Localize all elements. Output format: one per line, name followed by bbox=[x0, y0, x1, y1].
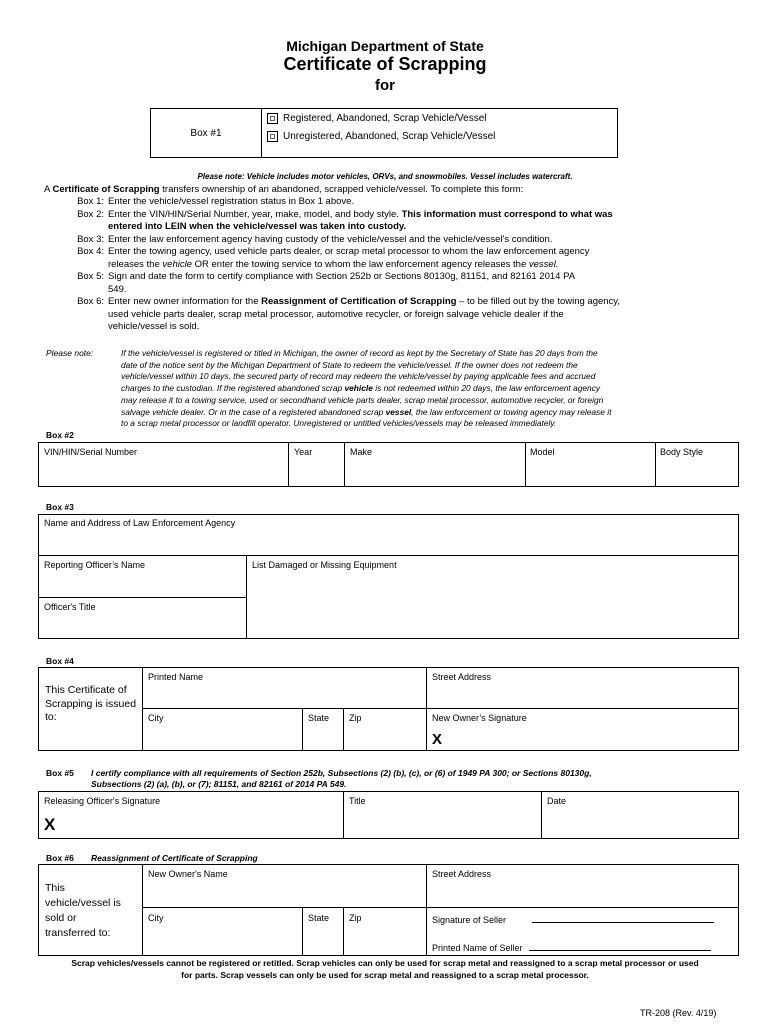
instruction-box6-cont1: used vehicle parts dealer, scrap metal processor, automotive recycler, or foreign salvage vehicle dealer if the bbox=[108, 308, 564, 320]
make-field[interactable]: Make bbox=[350, 447, 373, 457]
releasing-title-field[interactable]: Title bbox=[349, 796, 366, 806]
box6-label: Box #6 bbox=[46, 853, 74, 863]
releasing-signature-x: X bbox=[44, 815, 56, 834]
box2-table bbox=[38, 442, 739, 487]
box6-zip-field[interactable]: Zip bbox=[349, 913, 362, 923]
vin-field[interactable]: VIN/HIN/Serial Number bbox=[44, 447, 138, 457]
footer-notice: Scrap vehicles/vessels cannot be registered or retitled. Scrap vehicles can only be used for scrap metal and reassigned to a scrap metal processor or used for parts. Scrap vessels can only be used for scrap metal and reassigned to a scrap metal processor. bbox=[71, 958, 699, 980]
sold-to-label: This vehicle/vessel is sold or transferred to: bbox=[45, 882, 121, 939]
instruction-box6: Box 6: Enter new owner information for the Reassignment of Certification of Scrapping – to be filled out by the towing agency, bbox=[77, 296, 620, 307]
zip-field[interactable]: Zip bbox=[349, 713, 362, 723]
box1 bbox=[150, 108, 618, 158]
box3-label: Box #3 bbox=[46, 502, 74, 512]
agency-field[interactable]: Name and Address of Law Enforcement Agency bbox=[44, 518, 236, 528]
department-name: Michigan Department of State bbox=[286, 38, 484, 54]
seller-signature-field[interactable]: Signature of Seller bbox=[432, 913, 714, 925]
instruction-box4: Box 4: Enter the towing agency, used vehicle parts dealer, or scrap metal processor to whom the law enforcement agency bbox=[77, 246, 590, 257]
box5-certification: I certify compliance with all requirements of Section 252b, Subsections (2) (b), (c), or (6) of 1949 PA 300; or Sections 80130g, Subsections (2) (a), (b), or (7); 81151, and 82161 of 2014 PA 549. bbox=[91, 768, 592, 789]
form-title: Certificate of Scrapping bbox=[283, 54, 487, 74]
unregistered-option-label: Unregistered, Abandoned, Scrap Vehicle/Vessel bbox=[283, 131, 496, 142]
box6-city-field[interactable]: City bbox=[148, 913, 164, 923]
box3-table bbox=[38, 514, 739, 639]
vehicle-note: Please note: Vehicle includes motor vehicles, ORVs, and snowmobiles. Vessel includes watercraft. bbox=[197, 172, 573, 181]
unregistered-option[interactable] bbox=[267, 131, 495, 142]
damaged-equipment-field[interactable]: List Damaged or Missing Equipment bbox=[252, 560, 397, 570]
box4-label: Box #4 bbox=[46, 656, 74, 666]
instruction-box5-cont: 549. bbox=[108, 283, 127, 295]
officer-title-field[interactable]: Officer's Title bbox=[44, 602, 96, 612]
instruction-box2-cont: entered into LEIN when the vehicle/vessel was taken into custody. bbox=[108, 221, 407, 232]
instruction-box5: Box 5: Sign and date the form to certify compliance with Section 252b or Sections 80130g, 81151, and 82161 2014 PA bbox=[77, 271, 576, 282]
box6-state-field[interactable]: State bbox=[308, 913, 330, 923]
instruction-box6-cont2: vehicle/vessel is sold. bbox=[108, 321, 200, 332]
printed-name-field[interactable]: Printed Name bbox=[148, 672, 204, 682]
registered-option-label: Registered, Abandoned, Scrap Vehicle/Vessel bbox=[283, 113, 487, 124]
instruction-box3: Box 3: Enter the law enforcement agency having custody of the vehicle/vessel and the vehicle/vessel’s condition. bbox=[77, 233, 553, 245]
instruction-box1: Box 1: Enter the vehicle/vessel registration status in Box 1 above. bbox=[77, 196, 355, 207]
instruction-box4-cont: releases the vehicle OR enter the towing service to whom the law enforcement agency releases the vessel. bbox=[108, 258, 559, 270]
registered-option[interactable] bbox=[267, 113, 486, 124]
unregistered-checkbox[interactable] bbox=[267, 131, 278, 142]
registered-checkbox[interactable] bbox=[267, 113, 278, 124]
form-title-for: for bbox=[375, 77, 395, 94]
please-note-label: Please note: bbox=[46, 348, 94, 358]
reporting-officer-field[interactable]: Reporting Officer’s Name bbox=[44, 560, 146, 570]
intro-text: A Certificate of Scrapping transfers ownership of an abandoned, scrapped vehicle/vessel. To complete this form: bbox=[44, 184, 524, 195]
new-owner-name-field[interactable]: New Owner's Name bbox=[148, 869, 228, 879]
city-field[interactable]: City bbox=[148, 713, 164, 723]
release-date-field[interactable]: Date bbox=[547, 796, 567, 806]
releasing-officer-signature-field[interactable]: Releasing Officer's Signature bbox=[44, 796, 161, 806]
body-style-field[interactable]: Body Style bbox=[660, 447, 704, 457]
box6-heading: Reassignment of Certificate of Scrapping bbox=[91, 853, 258, 863]
instruction-box2: Box 2: Enter the VIN/HIN/Serial Number, year, make, model, and body style. This information must correspond to what was bbox=[77, 208, 613, 220]
box1-label: Box #1 bbox=[151, 109, 262, 157]
box6-street-address-field[interactable]: Street Address bbox=[432, 869, 492, 879]
issued-to-label: This Certificate of Scrapping is issued to: bbox=[45, 684, 137, 723]
state-field[interactable]: State bbox=[308, 713, 330, 723]
form-number: TR-208 (Rev. 4/19) bbox=[640, 1008, 717, 1018]
new-owner-signature-field[interactable]: New Owner’s Signature bbox=[432, 713, 527, 723]
box2-label: Box #2 bbox=[46, 430, 74, 440]
model-field[interactable]: Model bbox=[530, 447, 555, 457]
new-owner-signature-x: X bbox=[432, 731, 443, 748]
seller-printed-name-field[interactable]: Printed Name of Seller bbox=[432, 941, 711, 953]
box4-table bbox=[38, 667, 739, 751]
please-note-body: If the vehicle/vessel is registered or titled in Michigan, the owner of record as kept by the Secretary of State has 20 days from the date of the notice sent by the Michigan Department of State to redeem the vehicle/vessel. If the owner does not redeem the vehicle/vessel within 10 days, the secured party of record may redeem the vehicle/vessel by paying applicable fees and accrued charges to the custodian. If the registered abandoned scrap vehicle is not redeemed within 20 days, the law enforcement agency may release it to a towing service, used or secondhand vehicle parts dealer, scrap metal processor, automotive recycler, or foreign salvage vehicle dealer. Or in the case of a registered abandoned scrap vessel, the law enforcement or towing agency may release it to a scrap metal processor or landfill operator. Unregistered or untitled vehicles/vessels may be released immediately. bbox=[121, 348, 612, 429]
street-address-field[interactable]: Street Address bbox=[432, 672, 492, 682]
box5-label: Box #5 bbox=[46, 768, 74, 778]
year-field[interactable]: Year bbox=[294, 447, 313, 457]
